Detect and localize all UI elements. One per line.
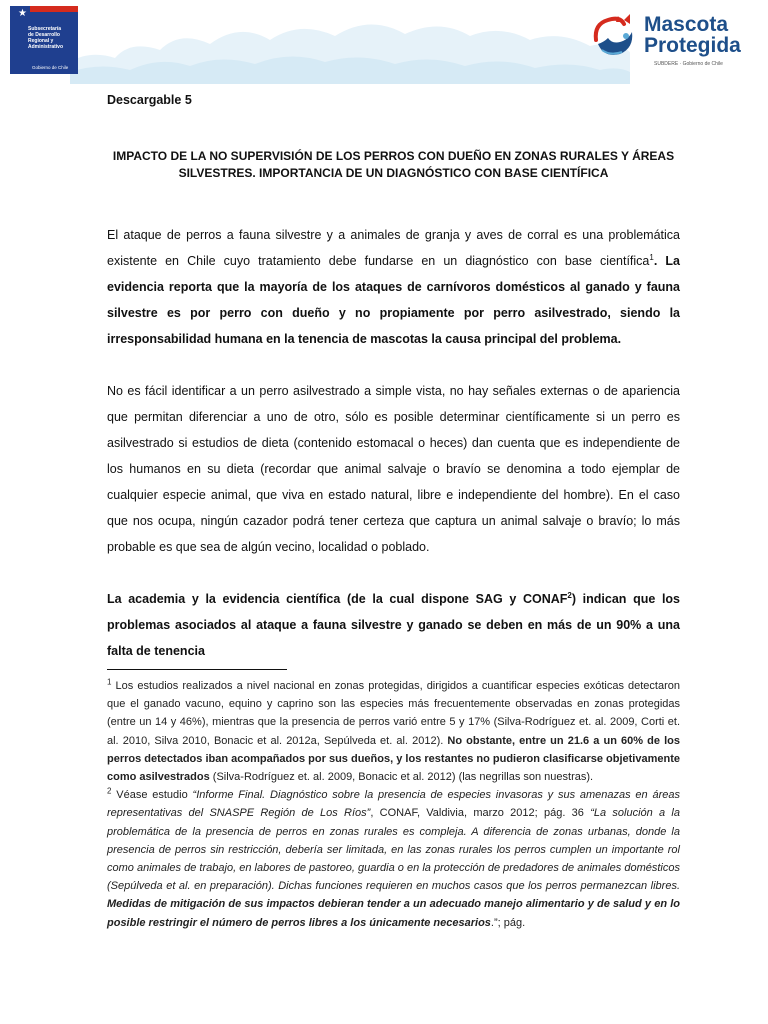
footnote-separator — [107, 669, 287, 670]
title-line-2: SILVESTRES. IMPORTANCIA DE UN DIAGNÓSTICO CON BASE CIENTÍFICA — [178, 166, 609, 180]
paragraph-3-text-a: La academia y la evidencia científica (de la cual dispone SAG y CONAF — [107, 592, 568, 606]
footnote-ref-1[interactable]: 1 — [649, 252, 654, 262]
paragraph-3-text-b: ) indican que los problemas asociados al ataque a fauna silvestre y ganado se deben en más de un 90% a una falta de tenencia — [107, 592, 681, 658]
page-header — [0, 0, 768, 84]
gov-logo-line: Subsecretaría — [28, 26, 62, 32]
gov-logo-footer: Gobierno de Chile — [32, 65, 69, 70]
gov-logo-line: Administrativo — [28, 44, 64, 50]
footnote-1-text-a: Los estudios realizados a nivel nacional en zonas protegidas, dirigidos a cuantificar especies exóticas detectaron que el ganado vacuno, equino y caprino son las especies más frecuentemente observadas en zonas protegidas (entre un 14 y 46%), mientras que la presencia de perros varió entre 5 y 17% (Silva-Rodríguez et. al. 2009, Corti et. al. 2010, Silva 2010, Bonacic et al. 2012a, Sepúlveda et. al. 2012). — [107, 680, 680, 747]
brand-name-line1: Mascota — [644, 13, 729, 36]
flag-red-stripe — [30, 6, 78, 12]
brand-subtitle: SUBDERE · Gobierno de Chile — [654, 61, 723, 67]
footnote-2-italic-2: “La solución a la problemática de la presencia de perros en zonas rurales es compleja. A diferencia de zonas urbanas, donde la presencia de perros sin restricción, debería ser limitada, en las zonas rurales los perros cumplen un importante rol como animales de trabajo, en labores de pastoreo, guardia o en la protección de predadores de animales domésticos (Sepúlveda et al. en preparación). Dichas funciones requieren en muchos casos que los perros permanezcan libres. — [107, 807, 680, 893]
star-icon: ★ — [18, 8, 27, 19]
footnote-2-text-c: .”; pág. — [490, 916, 526, 929]
footnote-2-text-b: , CONAF, Valdivia, marzo 2012; pág. 36 — [370, 807, 591, 820]
pet-icon — [590, 10, 640, 60]
cloud-decoration — [70, 0, 630, 84]
footnote-2-text-a: Véase estudio — [111, 789, 193, 802]
footnotes — [107, 677, 680, 932]
footnote-1-number: 1 — [107, 677, 112, 687]
footnote-1-text-b: (Silva-Rodríguez et. al. 2009, Bonacic et al. 2012) (las negrillas son nuestras). — [209, 771, 594, 784]
footnote-2-number: 2 — [107, 786, 112, 796]
brand-name-line2: Protegida — [644, 34, 741, 57]
paragraph-3 — [107, 586, 680, 664]
title-line-1: IMPACTO DE LA NO SUPERVISIÓN DE LOS PERROS CON DUEÑO EN ZONAS RURALES Y ÁREAS — [112, 149, 675, 163]
mascota-protegida-logo — [590, 8, 750, 74]
government-logo — [10, 6, 78, 74]
paragraph-2: No es fácil identificar a un perro asilvestrado a simple vista, no hay señales externas o de apariencia que permitan diferenciar a uno de otro, sólo es posible determinar científicamente si un perro es asilvestrado si estudios de dieta (contenido estomacal o heces) dan cuenta que es independiente de los humanos en su dieta (recordar que animal salvaje o bravío se denomina a todo ejemplar de cualquier especie animal, que viva en estado natural, libre e independiente del hombre). En el caso que nos ocupa, ningún cazador podrá tener certeza que captura un animal salvaje o bravío; lo más probable es que sea de algún vecino, localidad o poblado. — [107, 384, 680, 554]
footnote-1 — [107, 677, 680, 786]
document-label: Descargable 5 — [107, 93, 192, 107]
footnote-2 — [107, 786, 680, 932]
document-body — [107, 92, 680, 664]
document-title — [107, 148, 680, 182]
footnote-1-bold: No obstante, entre un 21.6 a un 60% de los perros detectados iban acompañados por sus dueños, y los restantes no pudieron clasificarse objetivamente como asilvestrados — [107, 734, 680, 784]
gov-logo-line: Regional y — [28, 38, 54, 44]
footnote-2-italic-1: “Informe Final. Diagnóstico sobre la presencia de especies invasoras y sus amenazas en áreas representativas del SNASPE Región de Los Ríos” — [107, 789, 680, 820]
footnote-2-bold-italic: Medidas de mitigación de sus impactos debieran tender a un adecuado manejo alimentario y de salud y en lo posible restringir el número de perros libres a los únicamente necesarios — [107, 898, 680, 929]
paragraph-1-text-a: El ataque de perros a fauna silvestre y a animales de granja y aves de corral es una problemática existente en Chile cuyo tratamiento debe fundarse en un diagnóstico con base científica — [107, 228, 680, 268]
paragraph-1 — [107, 222, 680, 352]
gov-logo-line: de Desarrollo — [28, 32, 60, 38]
footnote-ref-2[interactable]: 2 — [567, 590, 572, 600]
paragraph-1-text-b: . La evidencia reporta que la mayoría de los ataques de carnívoros domésticos al ganado y fauna silvestre es por perro con dueño y no propiamente por perro asilvestrado, siendo la irresponsabilidad humana en la tenencia de mascotas la causa principal del problema. — [107, 254, 680, 346]
